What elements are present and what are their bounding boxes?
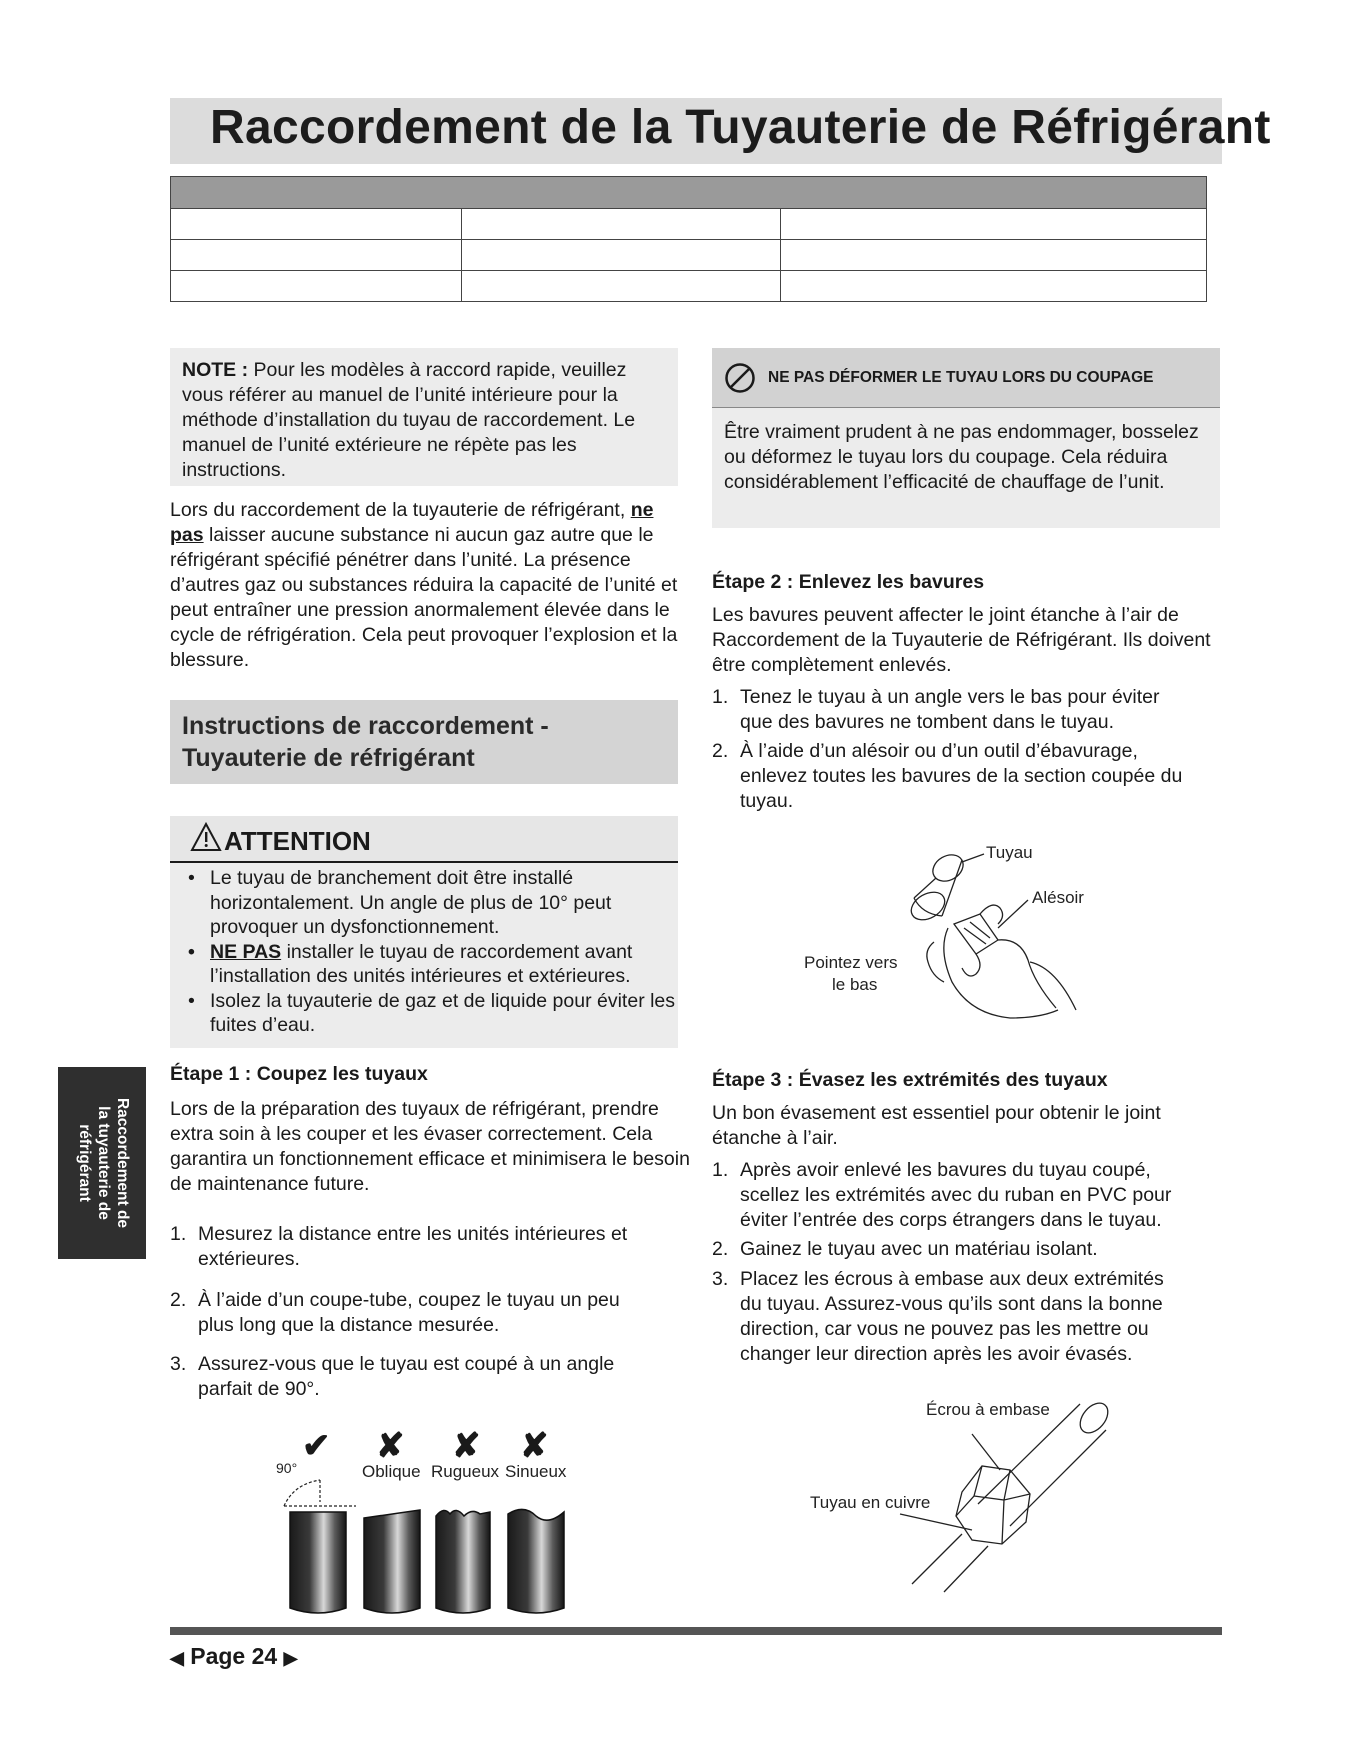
list-line: plus long que la distance mesurée.	[198, 1314, 500, 1336]
section-heading-line-1: Instructions de raccordement -	[182, 712, 549, 740]
step3-heading: Étape 3 : Évasez les extrémités des tuyaux	[712, 1069, 1108, 1091]
angle-label: 90°	[276, 1460, 298, 1476]
list-line: éviter l’entrée des corps étrangers dans le tuyau.	[740, 1209, 1162, 1231]
list-line: Placez les écrous à embase aux deux extrémités	[740, 1268, 1164, 1290]
note-label: NOTE :	[182, 359, 249, 381]
attention-bullet: • NE PAS installer le tuyau de raccordement avant l’installation des unités intérieures et extérieures.	[188, 940, 633, 987]
list-text	[740, 1158, 1171, 1233]
cut-label-rugueux: Rugueux	[431, 1462, 500, 1481]
list-text	[198, 1288, 620, 1338]
list-line: scellez les extrémités avec du ruban en PVC pour	[740, 1184, 1172, 1206]
table-row	[171, 271, 1207, 302]
step1-heading: Étape 1 : Coupez les tuyaux	[170, 1063, 428, 1085]
attention-bullet: • Le tuyau de branchement doit être installé horizontalement. Un angle de plus de 10° peut provoquer un dysfonctionnement.	[188, 867, 612, 938]
intro-paragraph	[170, 498, 678, 673]
list-line: tuyau.	[740, 790, 794, 812]
attention-bullets	[186, 866, 676, 1038]
list-line: direction, car vous ne pouvez pas les mettre ou	[740, 1318, 1149, 1340]
table-cell	[462, 240, 781, 271]
table-header-row	[171, 177, 1207, 209]
list-number: 3.	[170, 1353, 187, 1375]
next-page-arrow-icon: ▶	[283, 1648, 298, 1668]
table-row	[171, 240, 1207, 271]
list-line: Après avoir enlevé les bavures du tuyau coupé,	[740, 1159, 1151, 1181]
list-line: enlevez toutes les bavures de la section coupée du	[740, 765, 1183, 787]
note-text: Pour les modèles à raccord rapide, veuillez vous référer au manuel de l’unité intérieure pour la méthode d’installation du tuyau de raccordement. Le manuel de l’unité extérieure ne répète pas les instructions.	[182, 359, 636, 481]
section-heading-line-2: Tuyauterie de réfrigérant	[182, 744, 475, 772]
section-heading	[170, 700, 678, 784]
deburring-illustration	[880, 842, 1100, 1024]
attention-bullet-text: Le tuyau de branchement doit être installé horizontalement. Un angle de plus de 10° peut provoquer un dysfonctionnement.	[210, 867, 612, 938]
intro-text-before: Lors du raccordement de la tuyauterie de réfrigérant,	[170, 499, 626, 521]
footer-rule	[170, 1627, 1222, 1635]
list-number: 1.	[170, 1223, 187, 1245]
list-number: 3.	[712, 1268, 729, 1290]
side-tab-line: la tuyauterie de	[95, 1106, 112, 1220]
table-cell	[171, 209, 462, 240]
intro-text-after: laisser aucune substance ni aucun gaz autre que le réfrigérant spécifié pénétrer dans l’unité. La présence d’autres gaz ou substances réduira la capacité de l’unité et peut entraîner une pression anormalement élevée dans le cycle de réfrigération. Cela peut provoquer l’explosion et la blessure.	[170, 524, 678, 671]
warning-text: Être vraiment prudent à ne pas endommager, bosselez ou déformez le tuyau lors du coupage. Cela réduira considérablement l’efficacité de chauffage de l’unit.	[724, 421, 1199, 493]
list-number: 1.	[712, 686, 729, 708]
list-number: 1.	[712, 1159, 729, 1181]
list-line: Assurez-vous que le tuyau est coupé à un angle	[198, 1353, 615, 1375]
reamer-label: Alésoir	[1032, 888, 1084, 907]
list-line: changer leur direction après les avoir évasés.	[740, 1343, 1133, 1365]
spec-table	[170, 176, 1207, 302]
step1-intro: Lors de la préparation des tuyaux de réfrigérant, prendre extra soin à les couper et les évaser correctement. Cela garantira un fonctionnement efficace et minimisera le besoin de maintenance future.	[170, 1098, 690, 1195]
attention-bullet-text: installer le tuyau de raccordement avant l’installation des unités intérieures et extérieures.	[210, 940, 633, 987]
cross-mark-icon: ✘	[520, 1427, 549, 1465]
list-number: 2.	[712, 740, 729, 762]
prev-page-arrow-icon: ◀	[170, 1648, 184, 1668]
list-text	[740, 685, 1160, 735]
intro-ne: ne	[630, 499, 654, 521]
table-cell	[462, 271, 781, 302]
list-line: du tuyau. Assurez-vous qu’ils sont dans la bonne	[740, 1293, 1163, 1315]
list-text	[198, 1222, 627, 1272]
attention-bullet: • Isolez la tuyauterie de gaz et de liquide pour éviter les fuites d’eau.	[188, 989, 676, 1036]
pipe-label: Tuyau	[986, 843, 1033, 862]
list-text	[740, 739, 1182, 814]
table-cell	[171, 271, 462, 302]
copper-pipe-label: Tuyau en cuivre	[810, 1493, 931, 1512]
list-line: que des bavures ne tombent dans le tuyau.	[740, 711, 1115, 733]
note-box	[170, 348, 678, 486]
prohibited-icon	[724, 362, 756, 394]
cut-label-sinueux: Sinueux	[505, 1462, 567, 1481]
table-cell	[781, 271, 1207, 302]
list-line: parfait de 90°.	[198, 1378, 320, 1400]
list-number: 2.	[712, 1238, 729, 1260]
attention-title: ATTENTION	[224, 826, 371, 856]
cross-mark-icon: ✘	[452, 1427, 481, 1465]
cut-label-oblique: Oblique	[362, 1462, 421, 1481]
warning-title: NE PAS DÉFORMER LE TUYAU LORS DU COUPAGE	[768, 369, 1154, 386]
step2-intro: Les bavures peuvent affecter le joint étanche à l’air de Raccordement de la Tuyauterie de Réfrigérant. Ils doivent être complètement enlevés.	[712, 604, 1211, 676]
table-cell	[462, 209, 781, 240]
point-down-label-1: Pointez vers	[804, 953, 898, 972]
intro-pas: pas	[170, 524, 204, 546]
table-row	[171, 209, 1207, 240]
attention-strong: NE PAS	[210, 940, 282, 963]
table-cell	[781, 240, 1207, 271]
list-line: extérieures.	[198, 1248, 300, 1270]
point-down-label-2: le bas	[832, 975, 878, 994]
step3-intro: Un bon évasement est essentiel pour obtenir le joint étanche à l’air.	[712, 1102, 1161, 1149]
page-title: Raccordement de la Tuyauterie de Réfrigérant	[210, 101, 1271, 154]
list-number: 2.	[170, 1289, 187, 1311]
table-cell	[171, 240, 462, 271]
flare-nut-label: Écrou à embase	[926, 1400, 1050, 1419]
side-tab-line: réfrigérant	[76, 1124, 93, 1202]
cross-mark-icon: ✘	[376, 1427, 405, 1465]
page-number-text: Page 24	[190, 1643, 278, 1669]
side-tab-label	[58, 1067, 146, 1259]
side-tab-line: Raccordement de	[114, 1097, 131, 1229]
table-header-cell	[171, 177, 1207, 209]
page-number	[170, 1643, 297, 1670]
list-text	[740, 1267, 1164, 1367]
pipe-cut-illustration	[280, 1472, 580, 1620]
list-line: À l’aide d’un coupe-tube, coupez le tuyau un peu	[198, 1289, 620, 1311]
warning-triangle-icon	[190, 822, 222, 852]
table-cell	[781, 209, 1207, 240]
list-text	[198, 1352, 614, 1402]
list-line: Tenez le tuyau à un angle vers le bas pour éviter	[740, 686, 1160, 708]
step2-heading: Étape 2 : Enlevez les bavures	[712, 571, 985, 593]
list-text: Gainez le tuyau avec un matériau isolant.	[740, 1238, 1098, 1260]
list-line: Mesurez la distance entre les unités intérieures et	[198, 1223, 628, 1245]
attention-bullet-text: Isolez la tuyauterie de gaz et de liquide pour éviter les fuites d’eau.	[210, 989, 676, 1036]
list-line: À l’aide d’un alésoir ou d’un outil d’ébavurage,	[740, 740, 1138, 762]
check-mark-icon: ✔	[302, 1427, 331, 1465]
